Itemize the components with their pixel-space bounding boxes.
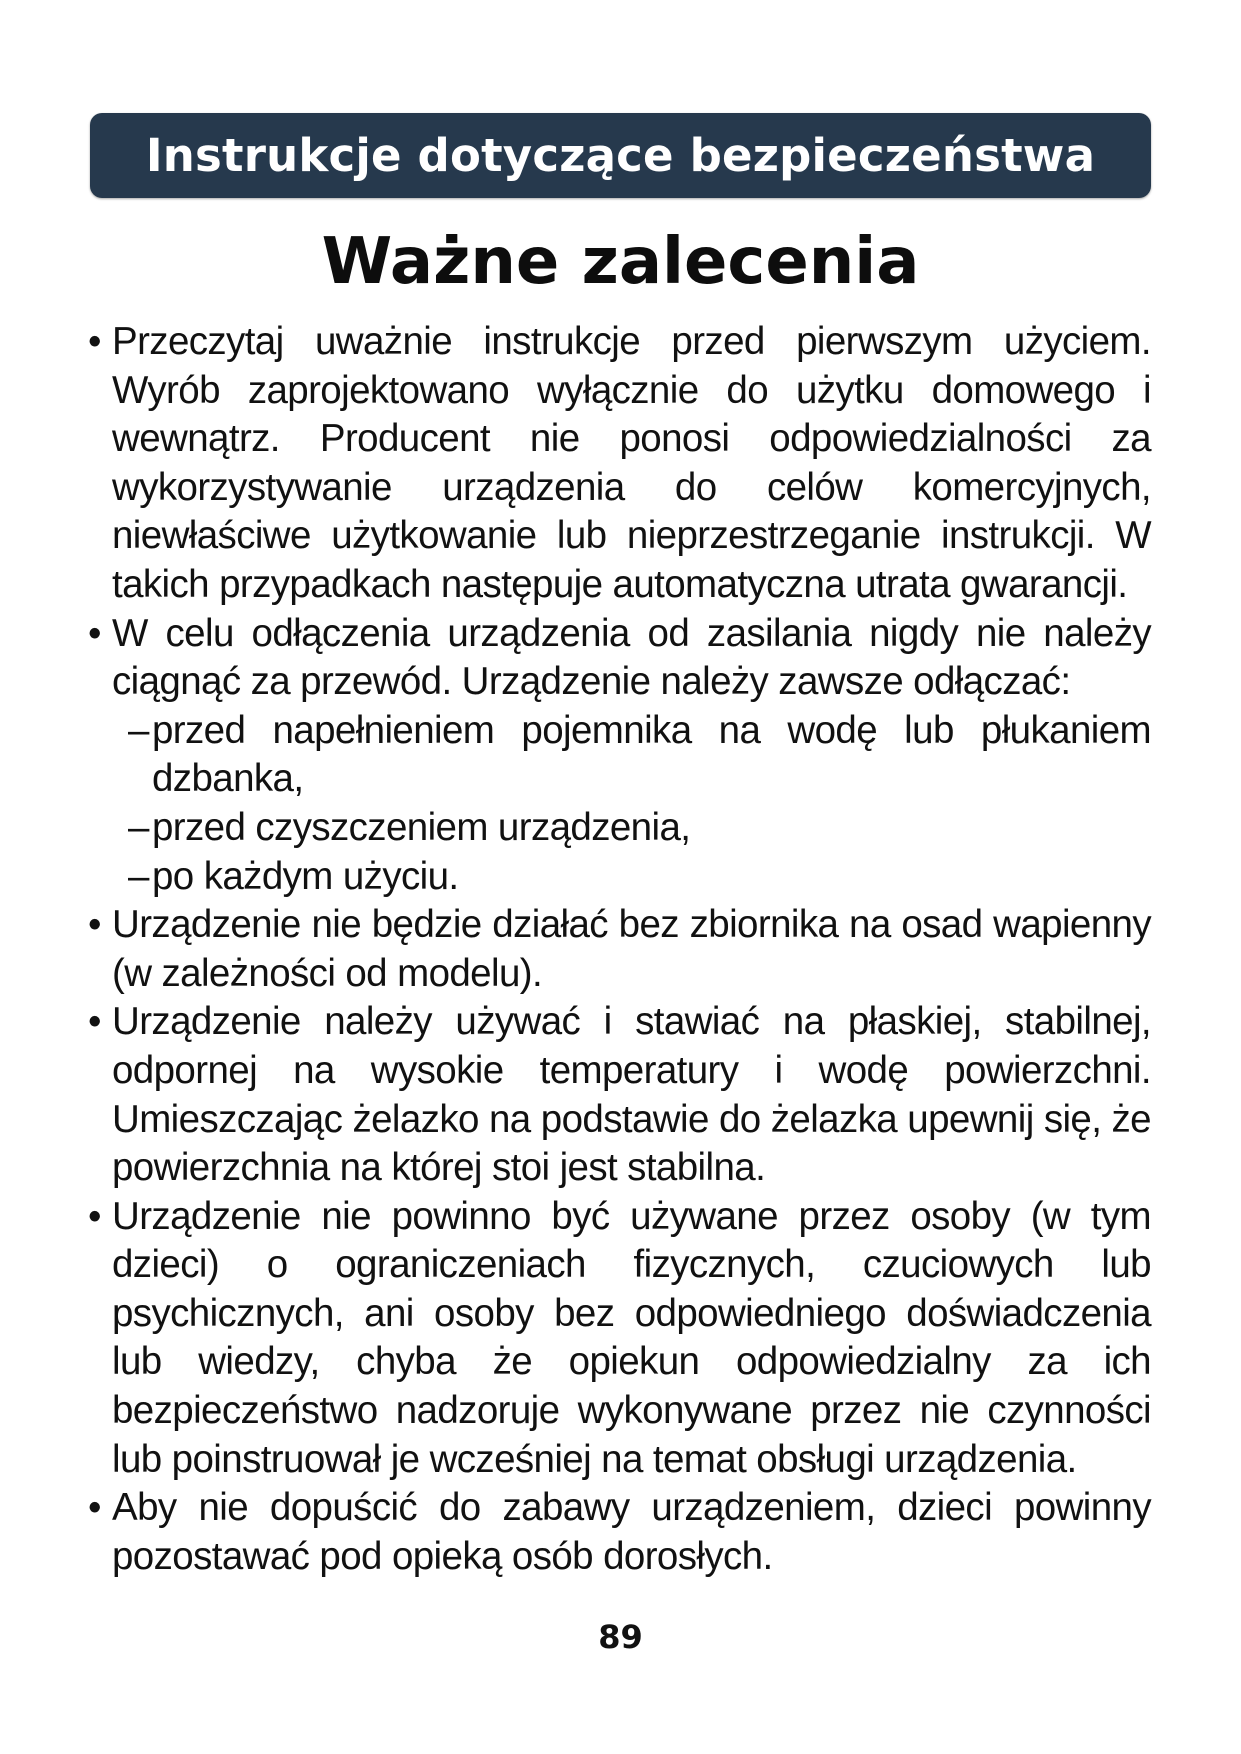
list-item-text: Urządzenie należy używać i stawiać na płaskiej, stabilnej, odpornej na wysokie temperatury i wodę powierzchni. Umieszczając żelazko na podstawie do żelazka upewnij się, że powierzchnia na której stoi jest stabilna. [112,1000,1151,1190]
sub-list-item [88,804,1151,853]
list-item [88,901,1151,998]
section-header-title: Instrukcje dotyczące bezpieczeństwa [145,129,1096,182]
page-title: Ważne zalecenia [321,225,920,299]
dash-icon: – [128,854,149,898]
section-header-bar [90,113,1151,198]
bullet-icon: • [88,1194,101,1238]
bullet-icon: • [88,320,101,363]
sub-list-item [88,853,1151,902]
bullet-icon: • [88,903,101,947]
bullet-icon: • [88,1486,101,1530]
sub-list-item-text: po każdym użyciu. [152,854,459,898]
list-item-text: Przeczytaj uważnie instrukcje przed pierwszym użyciem. Wyrób zaprojektowano wyłącznie do użytku domowego i wewnątrz. Producent nie ponosi odpowiedzialności za wykorzystywanie urządzenia do celów komercyjnych, niewłaściwe użytkowanie lub nieprzestrzeganie instrukcji. W takich przypadkach następuje automatyczna utrata gwarancji. [112,320,1151,606]
list-item-text: Urządzenie nie powinno być używane przez osoby (w tym dzieci) o ograniczeniach fizycznych, czuciowych lub psychicznych, ani osoby bez odpowiedniego doświadczenia lub wiedzy, chyba że opiekun odpowiedzialny za ich bezpieczeństwo nadzoruje wykonywane przez nie czynności lub poinstruował je wcześniej na temat obsługi urządzenia. [112,1194,1151,1481]
bullet-icon: • [88,611,101,655]
list-item [88,1193,1151,1485]
list-item-text: Urządzenie nie będzie działać bez zbiornika na osad wapienny (w zależności od modelu). [112,903,1151,995]
list-item [88,318,1151,610]
page-number: 89 [598,1618,643,1656]
list-item [88,998,1151,1192]
list-item-text: Aby nie dopuścić do zabawy urządzeniem, dzieci powinny pozostawać pod opieką osób dorosłych. [112,1486,1151,1578]
bullet-icon: • [88,1000,101,1044]
list-item [88,610,1151,707]
safety-instructions-list [88,318,1151,1581]
dash-icon: – [128,805,149,849]
list-item-text: W celu odłączenia urządzenia od zasilania nigdy nie należy ciągnąć za przewód. Urządzenie należy zawsze odłączać: [112,611,1151,704]
sub-list-item-text: przed napełnieniem pojemnika na wodę lub płukaniem dzbanka, [152,708,1151,801]
sub-list-item [88,707,1151,804]
sub-list-item-text: przed czyszczeniem urządzenia, [152,805,691,849]
list-item [88,1484,1151,1581]
dash-icon: – [128,708,149,752]
